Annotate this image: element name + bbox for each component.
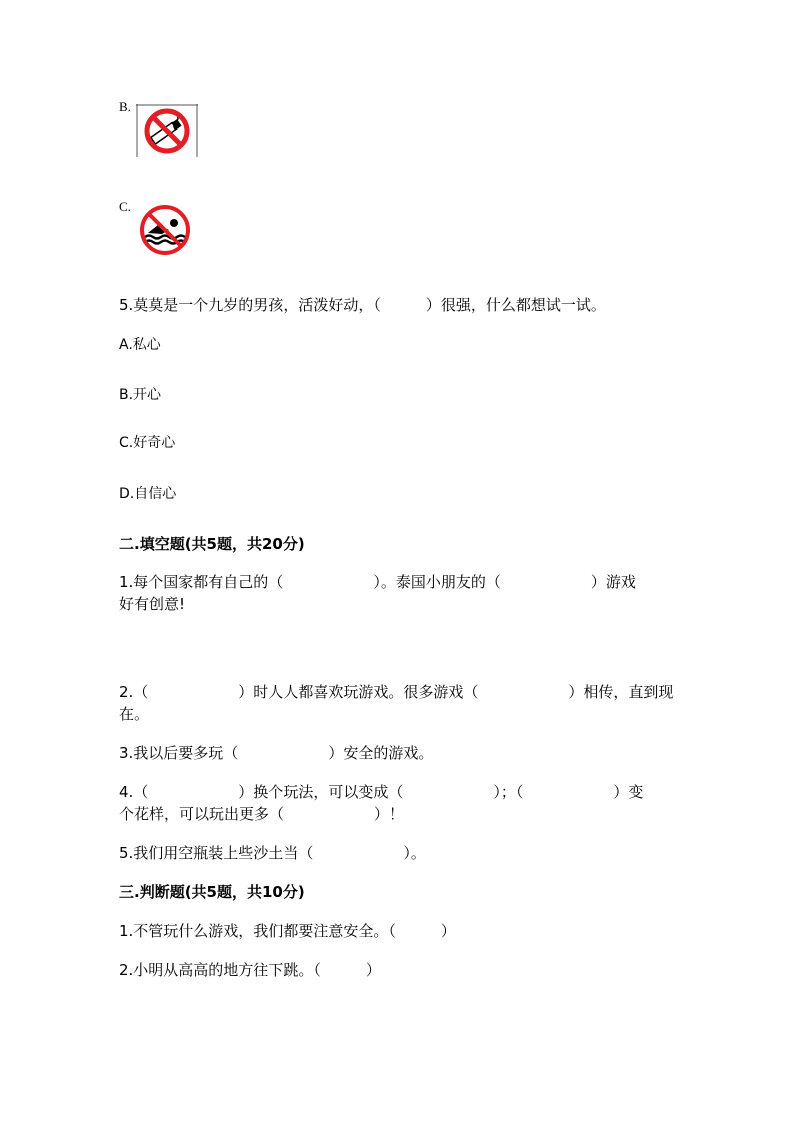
no-swimming-icon — [136, 203, 194, 257]
fill-item-5: 5.我们用空瓶装上些沙土当（ ）。 — [119, 844, 426, 862]
no-smoking-icon — [136, 104, 198, 157]
section-2-title: 二.填空题(共5题，共20分) — [119, 535, 305, 553]
judge-item-1: 1.不管玩什么游戏，我们都要注意安全。（ ） — [119, 922, 456, 940]
option-a: A.私心 — [119, 337, 161, 353]
fill-item-4-line-1: 4.（ ）换个玩法，可以变成（ ）；（ ）变 — [119, 783, 644, 801]
option-b-label: B. — [119, 99, 131, 114]
fill-item-2-line-2: 在。 — [119, 705, 150, 723]
option-d: D.自信心 — [119, 486, 177, 502]
section-3-title: 三.判断题(共5题，共10分) — [119, 883, 305, 901]
fill-item-4-line-2: 个花样，可以玩出更多（ ）！ — [119, 805, 405, 823]
fill-item-3: 3.我以后要多玩（ ）安全的游戏。 — [119, 744, 434, 762]
option-c-label: C. — [119, 199, 131, 214]
fill-item-2-line-1: 2.（ ）时人人都喜欢玩游戏。很多游戏（ ）相传，直到现 — [119, 683, 674, 701]
fill-item-1-line-2: 好有创意! — [119, 595, 186, 613]
question-5-text: 5.莫莫是一个九岁的男孩，活泼好动，（ ）很强，什么都想试一试。 — [119, 296, 606, 314]
fill-item-1-line-1: 1.每个国家都有自己的（ ）。泰国小朋友的（ ）游戏 — [119, 573, 636, 591]
option-c: C.好奇心 — [119, 435, 176, 451]
judge-item-2: 2.小明从高高的地方往下跳。（ ） — [119, 961, 381, 979]
option-b: B.开心 — [119, 387, 162, 403]
